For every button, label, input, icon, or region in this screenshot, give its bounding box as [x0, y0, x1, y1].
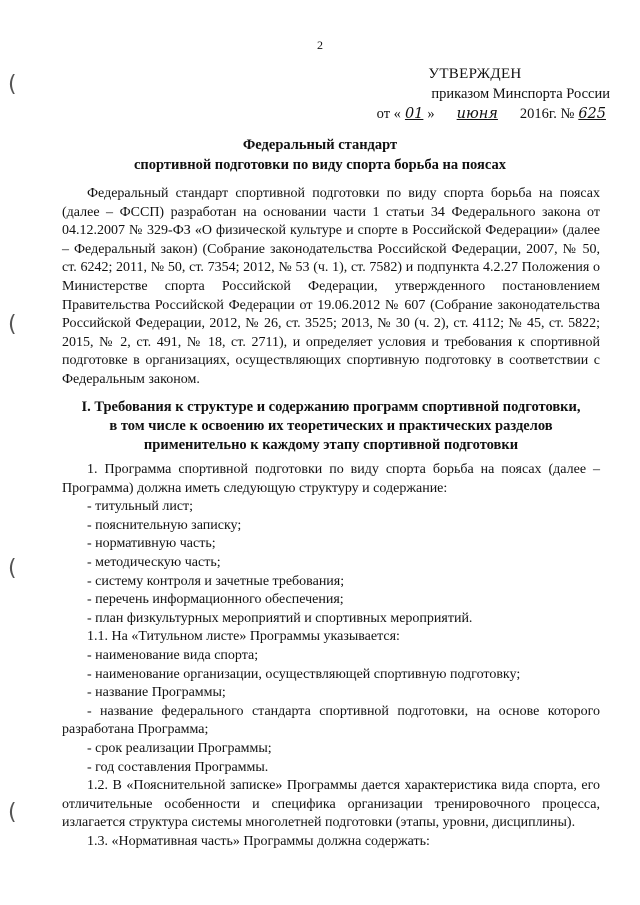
- list-item: - год составления Программы.: [87, 759, 269, 775]
- approval-date-line: [340, 104, 610, 124]
- section-1-heading-line-3: применительно к каждому этапу спортивной подготовки: [143, 437, 519, 453]
- intro-section: [62, 185, 600, 390]
- list-item-long: - название федерального стандарта спортивной подготовки, на основе которого разработана Программа;: [62, 703, 600, 738]
- list-item: - наименование вида спорта;: [87, 647, 259, 663]
- paragraph-1-2: 1.2. В «Пояснительной записке» Программы дается характеристика вида спорта, его отличительные особенности и специфика организации тренировочного процесса, излагается структура системы многолетней подготовки (этапы, уровни, дисциплины).: [62, 778, 600, 831]
- list-item: - нормативную часть;: [87, 536, 216, 552]
- list-item: - систему контроля и зачетные требования;: [87, 573, 345, 589]
- section-1-heading-line-2: в том числе к освоению их теоретических и практических разделов: [109, 418, 553, 434]
- list-item: - методическую часть;: [87, 554, 221, 570]
- list-item: - срок реализации Программы;: [87, 740, 272, 756]
- page-number: 2: [317, 38, 323, 52]
- date-prefix: от «: [376, 106, 401, 122]
- document-title: [40, 135, 600, 175]
- paragraph-1-1: 1.1. На «Титульном листе» Программы указывается:: [87, 629, 400, 645]
- punch-hole-mark: (: [8, 556, 17, 581]
- section-1-heading: [62, 398, 600, 455]
- section-1-heading-line-1: I. Требования к структуре и содержанию программ спортивной подготовки,: [81, 399, 581, 415]
- paragraph-1-3: 1.3. «Нормативная часть» Программы должна содержать:: [87, 833, 430, 849]
- date-mid: »: [427, 106, 435, 122]
- list-item: - наименование организации, осуществляющей спортивную подготовку;: [87, 666, 521, 682]
- punch-hole-mark: (: [8, 800, 17, 825]
- handwritten-month: июня: [456, 106, 498, 122]
- handwritten-order-number: 625: [578, 106, 606, 122]
- approval-heading: УТВЕРЖДЕН: [428, 66, 522, 82]
- title-line-1: Федеральный стандарт: [242, 137, 398, 153]
- paragraph-1: 1. Программа спортивной подготовки по виду спорта борьба на поясах (далее – Программа) должна иметь следующую структуру и содержание:: [62, 462, 600, 496]
- section-1-body: [62, 461, 600, 851]
- title-line-2: спортивной подготовки по виду спорта борьба на поясах: [134, 157, 506, 173]
- list-item: - план физкультурных мероприятий и спортивных мероприятий.: [87, 610, 473, 626]
- approval-block: [340, 64, 610, 124]
- list-item: - перечень информационного обеспечения;: [87, 592, 344, 608]
- intro-paragraph: Федеральный стандарт спортивной подготовки по виду спорта борьба на поясах (далее – ФССП) разработан на основании части 1 статьи 34 Федерального закона от 04.12.2007 № 329-ФЗ «О физической культуре и спорте в Российской Федерации» (далее – Федеральный закон) (Собрание законодательства Российской Федерации, 2007, № 50, ст. 6242; 2011, № 50, ст. 7354; 2012, № 53 (ч. 1), ст. 7582) и подпункта 4.2.27 Положения о Министерстве спорта Российской Федерации, утвержденного постановлением Правительства Российской Федерации от 19.06.2012 № 607 (Собрание законодательства Российской Федерации, 2012, № 26, ст. 3525; 2013, № 30 (ч. 2), ст. 4112; № 45, ст. 5822; 2015, № 2, ст. 491, № 18, ст. 2711), и определяет условия и требования к спортивной подготовке в организациях, осуществляющих спортивную подготовку в соответствии с Федеральным законом.: [62, 186, 600, 387]
- approval-order-line: приказом Минспорта России: [431, 86, 610, 102]
- list-item: - пояснительную записку;: [87, 517, 242, 533]
- list-item: - титульный лист;: [87, 499, 194, 515]
- punch-hole-mark: (: [8, 312, 17, 337]
- date-year: 2016г. №: [519, 106, 575, 122]
- handwritten-day: 01: [404, 106, 424, 122]
- punch-hole-mark: (: [8, 72, 17, 97]
- list-item: - название Программы;: [87, 685, 226, 701]
